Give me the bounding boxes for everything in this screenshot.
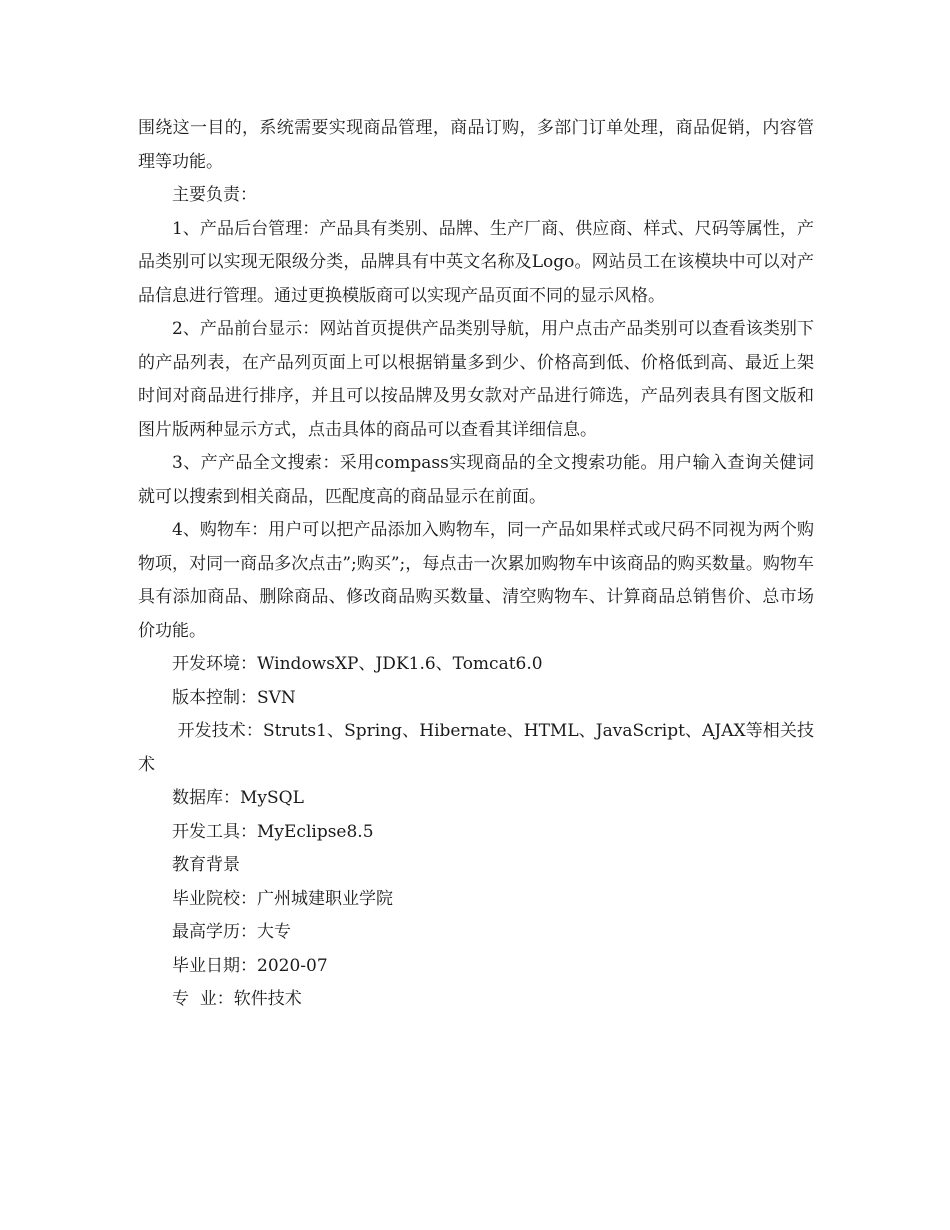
paragraph-system-goal: 围绕这一目的，系统需要实现商品管理，商品订购，多部门订单处理，商品促销，内容管理等功能。 [138, 118, 814, 172]
paragraph-version-control: 版本控制：SVN [172, 687, 296, 708]
paragraph-main-duties-heading: 主要负责： [172, 185, 257, 205]
paragraph-dev-tools: 开发工具：MyEclipse8.5 [172, 821, 374, 842]
paragraph-database: 数据库：MySQL [172, 788, 304, 808]
paragraph-fulltext-search: 3、产产品全文搜索：采用compass实现商品的全文搜索功能。用户输入查询关健词就可以搜索到相关商品，匹配度高的商品显示在前面。 [138, 453, 814, 507]
paragraph-graduation-date: 毕业日期：2020-07 [172, 955, 328, 976]
paragraph-education-heading: 教育背景 [172, 855, 240, 875]
paragraph-dev-environment: 开发环境：WindowsXP、JDK1.6、Tomcat6.0 [172, 654, 543, 674]
paragraph-highest-degree: 最高学历：大专 [172, 922, 291, 942]
paragraph-dev-technology: 开发技术：Struts1、Spring、Hibernate、HTML、JavaScript、AJAX等相关技术 [138, 721, 815, 775]
paragraph-major: 专 业：软件技术 [172, 989, 302, 1009]
paragraph-frontend-display: 2、产品前台显示：网站首页提供产品类别导航，用户点击产品类别可以查看该类别下的产品列表，在产品列页面上可以根据销量多到少、价格高到低、价格低到高、最近上架时间对商品进行排序，并且可以按品牌及男女款对产品进行筛选，产品列表具有图文版和图片版两种显示方式，点击具体的商品可以查看其详细信息。 [138, 319, 814, 440]
document-body [138, 112, 814, 1017]
paragraph-backend-management: 1、产品后台管理：产品具有类别、品牌、生产厂商、供应商、样式、尺码等属性，产品类别可以实现无限级分类，品牌具有中英文名称及Logo。网站员工在该模块中可以对产品信息进行管理。通过更换模版商可以实现产品页面不同的显示风格。 [138, 218, 814, 306]
paragraph-school: 毕业院校：广州城建职业学院 [172, 888, 393, 909]
paragraph-shopping-cart: 4、购物车：用户可以把产品添加入购物车，同一产品如果样式或尺码不同视为两个购物项，对同一商品多次点击”;购买”;，每点击一次累加购物车中该商品的购买数量。购物车具有添加商品、删除商品、修改商品购买数量、清空购物车、计算商品总销售价、总市场价功能。 [138, 520, 814, 641]
